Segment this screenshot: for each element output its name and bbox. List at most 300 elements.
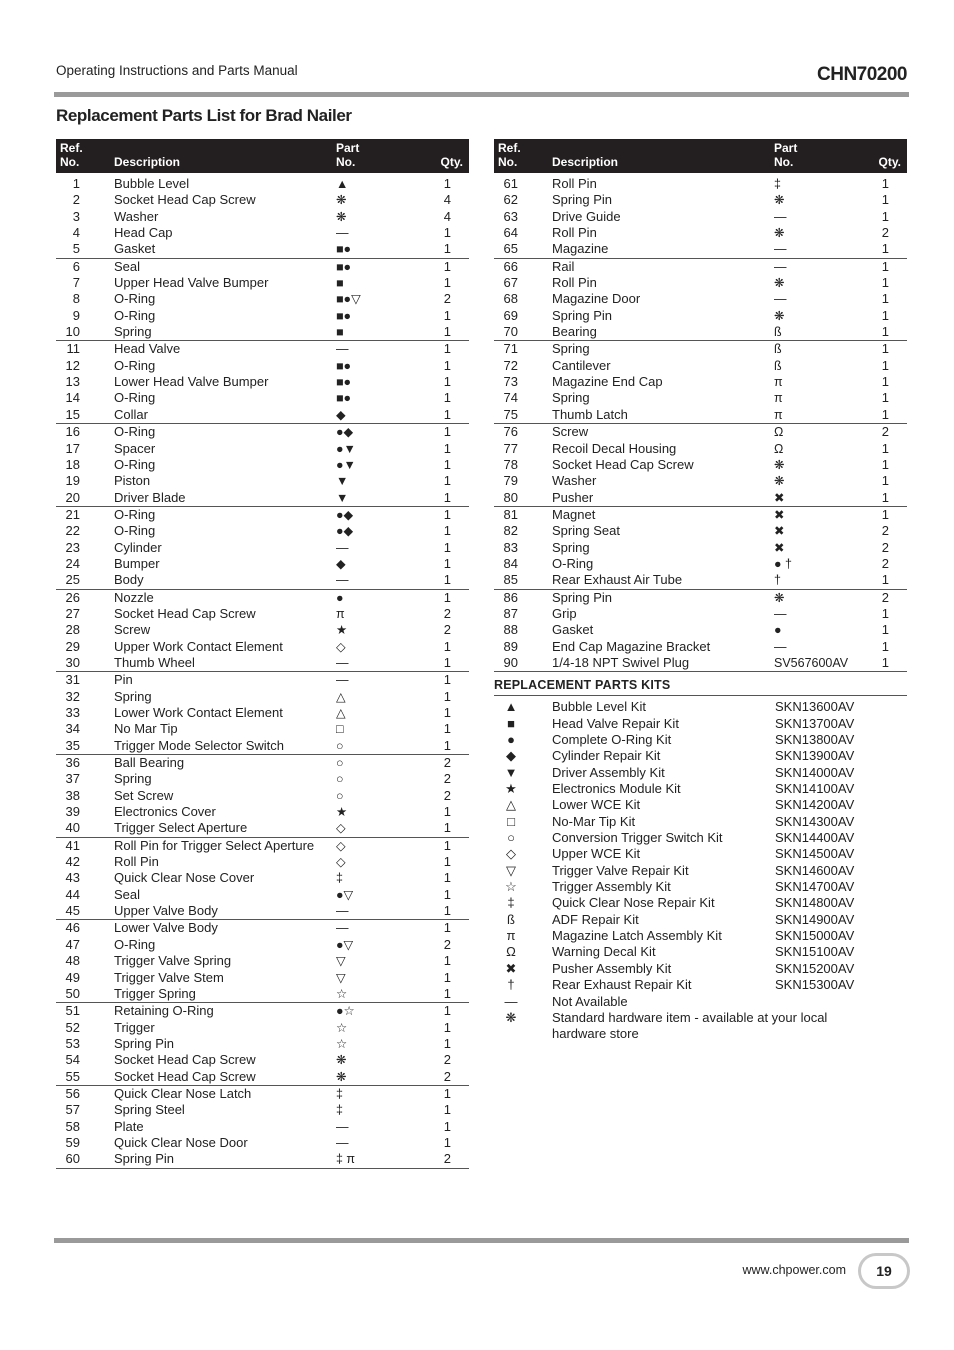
ref-number: 42	[65, 854, 80, 870]
kit-part-number: SKN14400AV	[775, 830, 855, 846]
ref-number: 1	[72, 176, 80, 191]
description: Collar	[114, 406, 148, 422]
table-row	[56, 887, 469, 903]
note-symbol: —	[504, 993, 518, 1009]
table-row	[56, 441, 469, 457]
ref-number: 90	[503, 654, 518, 670]
part-number: π	[774, 407, 783, 422]
quantity: 1	[881, 307, 889, 323]
part-number: π	[774, 375, 783, 390]
kit-row	[494, 846, 907, 862]
table-row	[56, 1086, 469, 1102]
kit-name: Lower WCE Kit	[552, 797, 641, 813]
table-row	[494, 655, 907, 671]
kit-part-number: SKN14600AV	[775, 862, 855, 878]
part-number: ❋	[336, 1053, 347, 1068]
ref-number: 46	[65, 920, 80, 936]
part-number: ‡	[336, 1086, 343, 1101]
table-row	[56, 259, 469, 275]
part-number: —	[774, 606, 787, 621]
part-number: ❋	[336, 193, 347, 208]
description: Bumper	[114, 555, 160, 571]
quantity: 1	[443, 390, 451, 406]
description: Magazine End Cap	[552, 374, 663, 390]
ref-number: 27	[65, 605, 80, 621]
row-group	[494, 424, 907, 507]
quantity: 4	[443, 192, 451, 208]
ref-number: 65	[503, 241, 518, 257]
description: Roll Pin for Trigger Select Aperture	[114, 837, 315, 853]
description: Upper Valve Body	[114, 903, 218, 919]
table-row	[56, 639, 469, 655]
quantity: 1	[443, 820, 451, 836]
ref-number: 72	[503, 357, 518, 373]
ref-number: 74	[503, 390, 518, 406]
part-number: ◆	[336, 407, 346, 422]
description: Trigger Select Aperture	[114, 820, 248, 836]
table-row	[494, 606, 907, 622]
table-row	[56, 341, 469, 357]
table-row	[56, 721, 469, 737]
table-header	[494, 139, 907, 173]
kit-row	[494, 732, 907, 748]
ref-number: 2	[72, 192, 80, 208]
quantity: 1	[443, 176, 451, 191]
ref-number: 22	[65, 523, 80, 539]
part-number: ○	[336, 788, 344, 803]
table-row	[494, 424, 907, 440]
parts-table-left	[56, 139, 469, 1169]
table-body	[56, 173, 469, 1169]
table-row	[56, 374, 469, 390]
description: Head Cap	[114, 225, 173, 241]
kit-name: Cylinder Repair Kit	[552, 748, 661, 764]
kit-symbol: ✖	[505, 960, 517, 976]
quantity: 1	[881, 374, 889, 390]
table-row	[56, 1119, 469, 1135]
ref-number: 18	[65, 456, 80, 472]
ref-number: 69	[503, 307, 518, 323]
kit-part-number: SKN15300AV	[775, 977, 855, 993]
kit-part-number: SKN14900AV	[775, 911, 855, 927]
row-group	[494, 176, 907, 259]
ref-number: 28	[65, 622, 80, 638]
table-row	[56, 1036, 469, 1052]
table-row	[56, 507, 469, 523]
row-group	[494, 507, 907, 590]
quantity: 1	[443, 258, 451, 274]
kit-row	[494, 863, 907, 879]
description: Lower Head Valve Bumper	[114, 374, 269, 390]
ref-number: 63	[503, 208, 518, 224]
description: Seal	[114, 886, 141, 902]
ref-number: 6	[72, 258, 80, 274]
header-description: Description	[114, 155, 181, 169]
kit-part-number: SKN14100AV	[775, 781, 855, 797]
part-number: π	[336, 606, 345, 621]
description: Spring Pin	[114, 1035, 174, 1051]
part-number: ◇	[336, 838, 346, 853]
description: Spring	[114, 324, 152, 340]
part-number: ‡	[336, 871, 343, 886]
part-number: ✖	[774, 507, 785, 522]
table-row	[56, 424, 469, 440]
kit-row	[494, 699, 907, 715]
description: Screw	[114, 622, 151, 638]
ref-number: 87	[503, 605, 518, 621]
quantity: 1	[443, 473, 451, 489]
kit-name: Magazine Latch Assembly Kit	[552, 928, 722, 944]
description: O-Ring	[114, 390, 156, 406]
table-row	[56, 1151, 469, 1167]
description: Body	[114, 572, 144, 588]
note-text: Standard hardware item - available at your local hardware store	[552, 1009, 828, 1042]
table-row	[56, 953, 469, 969]
part-number: ▼	[336, 490, 349, 505]
part-number: ▼	[336, 474, 349, 489]
quantity: 1	[881, 192, 889, 208]
description: Washer	[552, 473, 597, 489]
kit-part-number: SKN13700AV	[775, 715, 855, 731]
quantity: 1	[443, 1118, 451, 1134]
kit-symbol: π	[506, 928, 516, 944]
part-number: ■●	[336, 242, 352, 257]
ref-number: 84	[503, 555, 518, 571]
kit-symbol: ■	[507, 715, 515, 731]
row-group	[56, 507, 469, 590]
part-number: ○	[336, 738, 344, 753]
part-number: —	[774, 259, 787, 274]
quantity: 1	[443, 737, 451, 753]
part-number: ß	[774, 358, 782, 373]
part-number: ●◆	[336, 507, 354, 522]
table-row	[494, 241, 907, 257]
description: Piston	[114, 473, 151, 489]
ref-number: 53	[65, 1035, 80, 1051]
description: Rail	[552, 258, 575, 274]
description: Quick Clear Nose Latch	[114, 1085, 252, 1101]
quantity: 1	[443, 406, 451, 422]
description: Washer	[114, 208, 159, 224]
quantity: 1	[443, 275, 451, 291]
description: Socket Head Cap Screw	[114, 192, 256, 208]
description: Lower Work Contact Element	[114, 705, 283, 720]
quantity: 1	[881, 456, 889, 472]
ref-number: 21	[65, 506, 80, 522]
ref-number: 5	[72, 241, 80, 257]
part-number: ‡ π	[336, 1152, 356, 1167]
ref-number: 67	[503, 275, 518, 291]
part-number: ●	[336, 590, 344, 605]
quantity: 1	[443, 837, 451, 853]
description: Spring Steel	[114, 1102, 185, 1118]
description: Spacer	[114, 440, 156, 456]
kit-symbol: ß	[507, 911, 515, 927]
quantity: 1	[881, 176, 889, 191]
table-row	[56, 854, 469, 870]
quantity: 1	[443, 854, 451, 870]
description: Magazine Door	[552, 291, 641, 307]
table-row	[56, 390, 469, 406]
quantity: 1	[881, 324, 889, 340]
kit-name: Conversion Trigger Switch Kit	[552, 830, 723, 846]
description: Upper Work Contact Element	[114, 638, 283, 654]
part-number: —	[336, 342, 349, 357]
part-number: ●▼	[336, 457, 356, 472]
ref-number: 44	[65, 886, 80, 902]
description: Lower Valve Body	[114, 920, 218, 936]
table-row	[56, 655, 469, 671]
table-row	[56, 1135, 469, 1151]
kit-row	[494, 879, 907, 895]
table-row	[56, 1102, 469, 1118]
ref-number: 3	[72, 208, 80, 224]
top-rule	[54, 92, 909, 97]
table-row	[494, 473, 907, 489]
table-row	[56, 241, 469, 257]
description: O-Ring	[114, 523, 156, 539]
table-row	[494, 572, 907, 588]
description: No Mar Tip	[114, 721, 178, 737]
part-number: —	[336, 540, 349, 555]
table-row	[494, 457, 907, 473]
part-number: —	[774, 209, 787, 224]
table-row	[56, 970, 469, 986]
part-number: ❋	[336, 1069, 347, 1084]
description: Socket Head Cap Screw	[114, 1052, 256, 1068]
part-number: —	[336, 226, 349, 241]
quantity: 2	[881, 555, 889, 571]
kit-row	[494, 912, 907, 928]
bottom-rule	[54, 1238, 909, 1243]
part-number: —	[774, 292, 787, 307]
description: Seal	[114, 258, 141, 274]
part-number: —	[336, 655, 349, 670]
description: Trigger Valve Spring	[114, 953, 232, 969]
quantity: 1	[443, 870, 451, 886]
quantity: 1	[443, 886, 451, 902]
description: Set Screw	[114, 787, 174, 803]
description: Quick Clear Nose Door	[114, 1134, 248, 1150]
description: Bearing	[552, 324, 597, 340]
table-header	[56, 139, 469, 173]
description: Bubble Level	[114, 176, 190, 191]
part-number: ■	[336, 325, 344, 340]
part-number: ❋	[774, 457, 785, 472]
ref-number: 20	[65, 489, 80, 505]
row-group	[56, 920, 469, 1003]
part-number: ○	[336, 772, 344, 787]
row-group	[56, 1086, 469, 1169]
kit-part-number: SKN14200AV	[775, 797, 855, 813]
description: Pin	[114, 672, 133, 688]
ref-number: 83	[503, 539, 518, 555]
ref-number: 76	[503, 424, 518, 440]
part-number: ■●	[336, 391, 352, 406]
table-row	[56, 771, 469, 787]
description: Spring Pin	[552, 307, 612, 323]
ref-number: 86	[503, 589, 518, 605]
ref-number: 23	[65, 539, 80, 555]
header-ref: Ref. No.	[60, 141, 83, 169]
table-row	[494, 275, 907, 291]
description: Roll Pin	[552, 275, 597, 291]
quantity: 1	[443, 953, 451, 969]
table-row	[494, 590, 907, 606]
quantity: 1	[881, 208, 889, 224]
quantity: 1	[443, 1085, 451, 1101]
description: Electronics Cover	[114, 804, 216, 820]
part-number: ✖	[774, 540, 785, 555]
description: Driver Blade	[114, 489, 186, 505]
kit-part-number: SKN14800AV	[775, 895, 855, 911]
table-row	[56, 490, 469, 506]
ref-number: 66	[503, 258, 518, 274]
part-number: ß	[774, 325, 782, 340]
kit-symbol: ◇	[506, 846, 516, 862]
kits-title: REPLACEMENT PARTS KITS	[494, 672, 907, 696]
table-row	[56, 672, 469, 688]
quantity: 1	[443, 440, 451, 456]
part-number: π	[774, 391, 783, 406]
description: Cylinder	[114, 539, 162, 555]
description: Nozzle	[114, 589, 154, 605]
kit-symbol: Ω	[506, 944, 516, 960]
kit-part-number: SKN14700AV	[775, 879, 855, 895]
kit-name: Trigger Assembly Kit	[552, 879, 671, 895]
description: Socket Head Cap Screw	[114, 1068, 256, 1084]
kit-part-number: SKN15100AV	[775, 944, 855, 960]
ref-number: 25	[65, 572, 80, 588]
ref-number: 77	[503, 440, 518, 456]
ref-number: 78	[503, 456, 518, 472]
part-number: ○	[336, 756, 344, 771]
part-number: ▽	[336, 970, 346, 985]
description: Trigger Valve Stem	[114, 969, 224, 985]
ref-number: 15	[65, 406, 80, 422]
part-number: ‡	[774, 177, 781, 191]
kit-row	[494, 895, 907, 911]
quantity: 1	[443, 1102, 451, 1118]
part-number: △	[336, 689, 346, 704]
description: Spring	[552, 390, 590, 406]
ref-number: 52	[65, 1019, 80, 1035]
quantity: 1	[881, 390, 889, 406]
table-row	[56, 838, 469, 854]
quantity: 2	[443, 291, 451, 307]
ref-number: 33	[65, 705, 80, 720]
kit-row	[494, 716, 907, 732]
table-row	[56, 870, 469, 886]
part-number: ●☆	[336, 1004, 355, 1019]
part-number: ●▽	[336, 887, 354, 902]
quantity: 1	[443, 341, 451, 357]
quantity: 1	[443, 456, 451, 472]
table-row	[56, 275, 469, 291]
part-number: ★	[336, 623, 348, 638]
ref-number: 14	[65, 390, 80, 406]
ref-number: 17	[65, 440, 80, 456]
kit-symbol: ☆	[505, 879, 517, 895]
ref-number: 64	[503, 225, 518, 241]
part-number: —	[336, 904, 349, 919]
quantity: 1	[881, 489, 889, 505]
kit-symbol: †	[507, 977, 515, 993]
ref-number: 54	[65, 1052, 80, 1068]
part-number: ■	[336, 276, 344, 291]
quantity: 1	[881, 506, 889, 522]
table-row	[56, 689, 469, 705]
description: Magnet	[552, 506, 596, 522]
kit-row	[494, 814, 907, 830]
legend-note	[494, 1010, 907, 1043]
row-group	[56, 590, 469, 673]
row-group	[56, 176, 469, 259]
part-number: ★	[336, 805, 348, 820]
header-qty: Qty.	[878, 155, 901, 169]
kit-name: Upper WCE Kit	[552, 846, 641, 862]
description: O-Ring	[114, 456, 156, 472]
quantity: 1	[443, 804, 451, 820]
quantity: 1	[443, 920, 451, 936]
quantity: 1	[443, 1134, 451, 1150]
description: Roll Pin	[552, 176, 597, 191]
quantity: 1	[443, 705, 451, 720]
part-number: —	[774, 242, 787, 257]
part-number: —	[336, 921, 349, 936]
ref-number: 34	[65, 721, 80, 737]
part-number: ■●	[336, 259, 352, 274]
table-body	[494, 173, 907, 672]
quantity: 2	[443, 1151, 451, 1167]
kit-row	[494, 748, 907, 764]
table-row	[494, 324, 907, 340]
ref-number: 82	[503, 523, 518, 539]
kit-symbol: ‡	[507, 895, 515, 911]
ref-number: 48	[65, 953, 80, 969]
ref-number: 50	[65, 985, 80, 1001]
part-number: ◆	[336, 556, 346, 571]
ref-number: 35	[65, 737, 80, 753]
quantity: 1	[881, 357, 889, 373]
table-row	[494, 291, 907, 307]
kit-name: Quick Clear Nose Repair Kit	[552, 895, 715, 911]
description: Gasket	[114, 241, 156, 257]
description: Recoil Decal Housing	[552, 440, 677, 456]
table-row	[56, 820, 469, 836]
table-row	[494, 341, 907, 357]
table-row	[56, 606, 469, 622]
ref-number: 57	[65, 1102, 80, 1118]
quantity: 2	[443, 787, 451, 803]
part-number: —	[336, 1119, 349, 1134]
table-row	[56, 622, 469, 638]
table-row	[494, 622, 907, 638]
manual-title: Operating Instructions and Parts Manual	[56, 63, 298, 78]
part-number: ■●	[336, 358, 352, 373]
row-group	[56, 424, 469, 507]
table-row	[494, 176, 907, 192]
ref-number: 59	[65, 1134, 80, 1150]
kit-part-number: SKN14000AV	[775, 764, 855, 780]
table-row	[56, 308, 469, 324]
description: O-Ring	[114, 291, 156, 307]
table-row	[494, 556, 907, 572]
kit-part-number: SKN13900AV	[775, 748, 855, 764]
kit-part-number: SKN14300AV	[775, 813, 855, 829]
kits-list	[494, 696, 907, 1042]
kit-symbol: ▽	[506, 862, 516, 878]
